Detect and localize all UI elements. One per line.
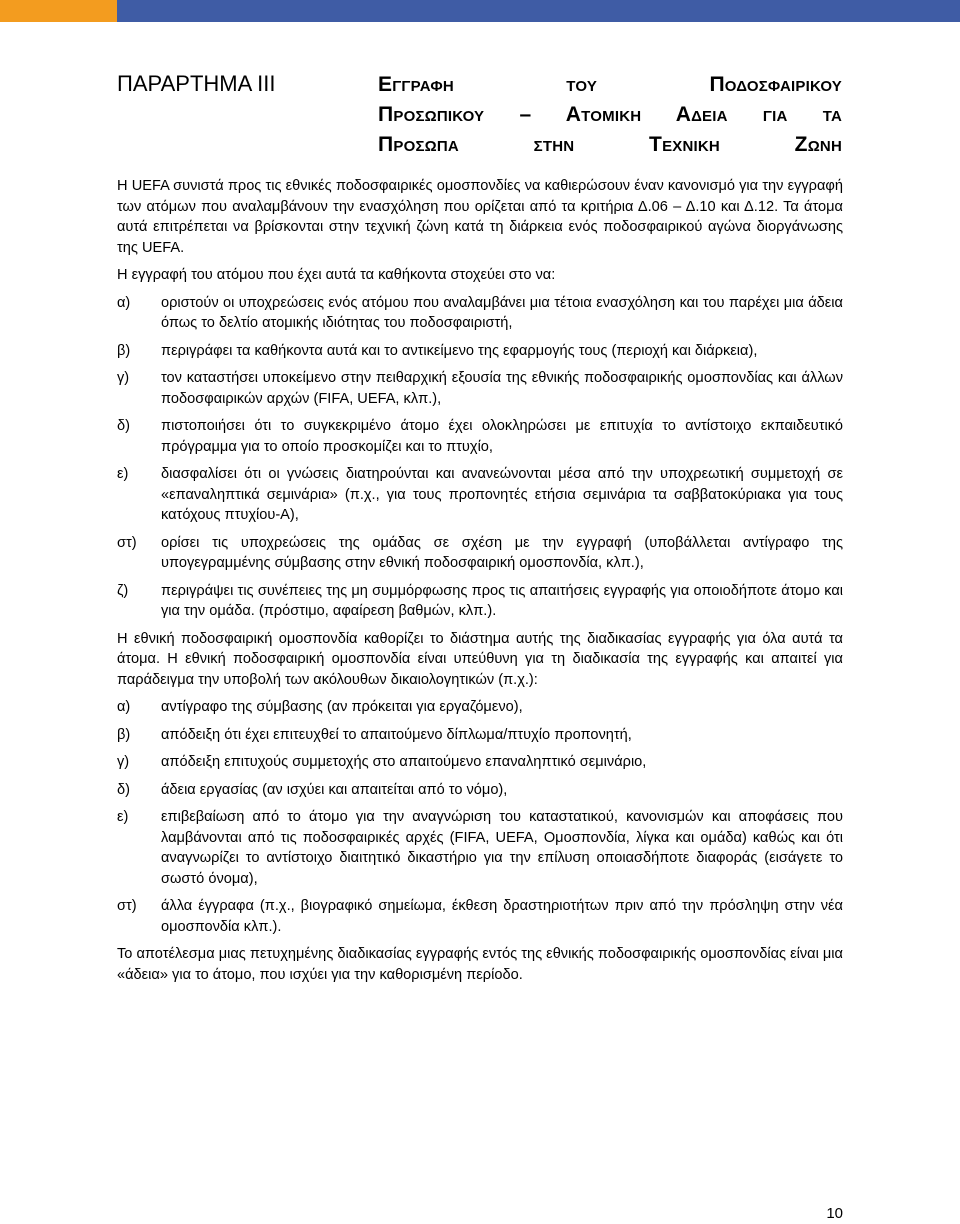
list-item-label: στ) [117,534,137,551]
list-item-text: ορίσει τις υποχρεώσεις της ομάδας σε σχέση με την εγγραφή (υποβάλλεται αντίγραφο της υπογεγραμμένης σύμβασης στην εθνική ποδοσφαιρική ομοσπονδία, κλπ.), [161,534,843,571]
list-item [117,464,843,526]
list-item-text: απόδειξη ότι έχει επιτευχθεί το απαιτούμενο δίπλωμα/πτυχίο προπονητή, [161,726,632,743]
list-item [117,368,843,409]
list-item [117,807,843,889]
intro-paragraph: Η UEFA συνιστά προς τις εθνικές ποδοσφαιρικές ομοσπονδίες να καθιερώσουν έναν κανονισμό για την εγγραφή των ατόμων που αναλαμβάνουν την ενασχόληση που ορίζεται από τα κριτήρια Δ.06 – Δ.10 και Δ.12. Τα άτομα αυτά επιτρέπεται να βρίσκονται στην τεχνική ζώνη κατά τη διάρκεια ενός ποδοσφαιρικού αγώνα διοργάνωσης της UEFA. [117,178,843,256]
list-item-text: πιστοποιήσει ότι το συγκεκριμένο άτομο έχει ολοκληρώσει με επιτυχία το αντίστοιχο εκπαιδευτικό πρόγραμμα για το οποίο προσκομίζει και το πτυχίο, [161,418,843,455]
list-item-text: απόδειξη επιτυχούς συμμετοχής στο απαιτούμενο επαναληπτικό σεμινάριο, [161,754,647,770]
list-item-text: αντίγραφο της σύμβασης (αν πρόκειται για εργαζόμενο), [161,699,523,715]
aims-intro-paragraph: Η εγγραφή του ατόμου που έχει αυτά τα καθήκοντα στοχεύει στο να: [117,267,556,283]
header-bar-orange-segment [0,0,117,22]
annex-title-line-1: Εγγραφη του Ποδοσφαιρικου [378,73,842,96]
list-item [117,697,843,718]
list-item [117,725,843,746]
list-item [117,780,843,801]
list-item-text: διασφαλίσει ότι οι γνώσεις διατηρούνται και ανανεώνονται μέσα από την υποχρεωτική συμμετοχή σε «επαναληπτικά σεμινάρια» (π.χ., για τους προπονητές ετήσια σεμινάρια τα σαββατοκύριακα για τους κατόχους πτυχίου-Α), [161,466,843,523]
annex-title-line-2: Προσωπικου – Ατομικη Αδεια για τα [378,103,842,126]
list-item-text: οριστούν οι υποχρεώσεις ενός ατόμου που αναλαμβάνει μια τέτοια ενασχόληση και του παρέχει μια άδεια όπως το δελτίο ατομικής ιδιότητας του ποδοσφαιριστή, [161,294,843,331]
list-item-label: ε) [117,466,129,482]
aims-list [117,293,843,622]
list-item-label: β) [117,726,131,743]
header-bar-blue-segment [117,0,960,22]
list-item-label: γ) [117,754,130,770]
process-intro-paragraph: Η εθνική ποδοσφαιρική ομοσπονδία καθορίζει το διάστημα αυτής της διαδικασίας εγγραφής για όλα αυτά τα άτομα. Η εθνική ποδοσφαιρική ομοσπονδία είναι υπεύθυνη για τη διαδικασία της εγγραφής και απαιτεί για παράδειγμα την υποβολή των ακόλουθων δικαιολογητικών (π.χ.): [117,630,843,688]
list-item-label: α) [117,294,131,311]
list-item [117,533,843,574]
page-number: 10 [826,1205,843,1222]
header-bar [0,0,960,22]
annex-title [378,70,842,160]
documents-list [117,697,843,937]
list-item-label: ε) [117,809,129,825]
document-body [117,176,843,992]
list-item [117,293,843,334]
list-item-label: β) [117,342,131,359]
annex-label: ΠΑΡΑΡΤΗΜΑ III [117,71,276,96]
list-item-label: γ) [117,370,130,386]
list-item-text: τον καταστήσει υποκείμενο στην πειθαρχική εξουσία της εθνικής ποδοσφαιρικής ομοσπονδίας και άλλων ποδοσφαιρικών αρχών (FIFA, UEFA, κλπ.), [161,370,843,407]
conclusion-paragraph: Το αποτέλεσμα μιας πετυχημένης διαδικασίας εγγραφής εντός της εθνικής ποδοσφαιρικής ομοσπονδίας είναι μια «άδεια» για το άτομο, που ισχύει για την καθορισμένη περίοδο. [117,946,843,983]
list-item [117,896,843,937]
list-item-text: επιβεβαίωση από το άτομο για την αναγνώριση του καταστατικού, κανονισμών και αποφάσεις που λαμβάνονται από τις ποδοσφαιρικές αρχές (FIFA, UEFA, Ομοσπονδία, λίγκα και ομάδα) καθώς και ότι αναγνωρίζει το αντίστοιχο διαιτητικό δικαστήριο για την επίλυση οποιασδήποτε διαφοράς (εισάγετε το σωστό όνομα), [161,809,843,887]
list-item [117,581,843,622]
list-item [117,416,843,457]
list-item-label: δ) [117,418,130,434]
list-item [117,752,843,773]
list-item-label: ζ) [117,582,129,599]
list-item-label: στ) [117,898,137,914]
annex-title-line-3: Προσωπα στην Τεχνικη Ζωνη [378,133,842,156]
list-item-label: α) [117,699,131,715]
list-item-label: δ) [117,781,130,798]
list-item-text: άδεια εργασίας (αν ισχύει και απαιτείται από το νόμο), [161,781,508,798]
list-item-text: περιγράψει τις συνέπειες της μη συμμόρφωσης προς τις απαιτήσεις εγγραφής για οποιοδήποτε άτομο και για την ομάδα. (πρόστιμο, αφαίρεση βαθμών, κλπ.). [161,582,843,619]
list-item [117,341,843,362]
list-item-text: περιγράφει τα καθήκοντα αυτά και το αντικείμενο της εφαρμογής τους (περιοχή και διάρκεια), [161,342,758,359]
list-item-text: άλλα έγγραφα (π.χ., βιογραφικό σημείωμα, έκθεση δραστηριοτήτων πριν από την πρόσληψη στην νέα ομοσπονδία κλπ.). [161,898,843,935]
